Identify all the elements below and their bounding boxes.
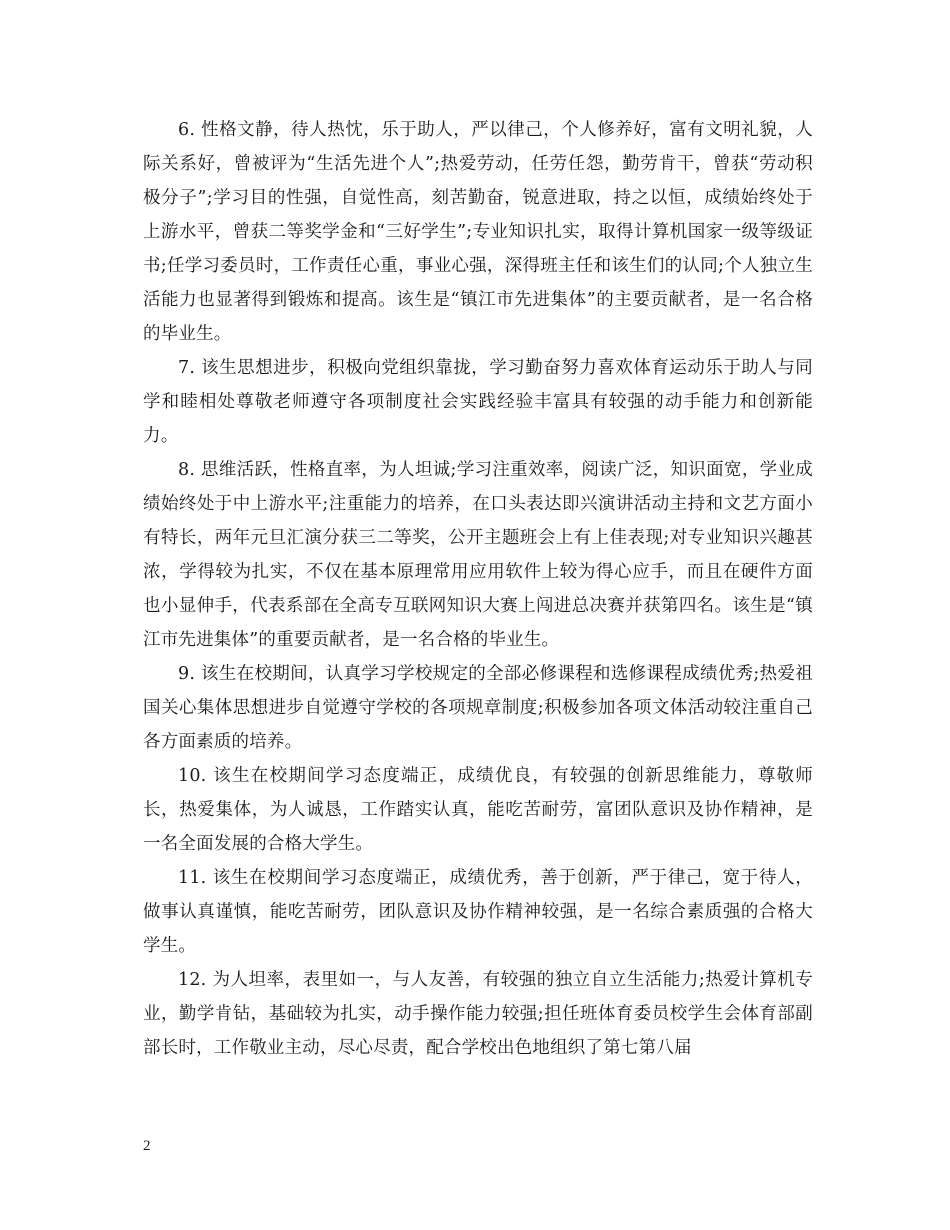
paragraph-8: 8. 思维活跃，性格直率，为人坦诚;学习注重效率，阅读广泛，知识面宽，学业成绩始终处于中上游水平;注重能力的培养，在口头表达即兴演讲活动主持和文艺方面小有特长，两年元旦汇演分获三二等奖，公开主题班会上有上佳表现;对专业知识兴趣甚浓，学得较为扎实，不仅在基本原理常用应用软件上较为得心应手，而且在硬件方面也小显伸手，代表系部在全高专互联网知识大赛上闯进总决赛并获第四名。该生是“镇江市先进集体”的重要贡献者，是一名合格的毕业生。 — [143, 460, 813, 650]
paragraph-6: 6. 性格文静，待人热忱，乐于助人，严以律己，个人修养好，富有文明礼貌，人际关系好，曾被评为“生活先进个人”;热爱劳动，任劳任怨，勤劳肯干，曾获“劳动积极分子”;学习目的性强，自觉性高，刻苦勤奋，锐意进取，持之以恒，成绩始终处于上游水平，曾获二等奖学金和“三好学生”;专业知识扎实，取得计算机国家一级等级证书;任学习委员时，工作责任心重，事业心强，深得班主任和该生们的认同;个人独立生活能力也显著得到锻炼和提高。该生是“镇江市先进集体”的主要贡献者，是一名合格的毕业生。 — [143, 120, 813, 344]
paragraph-10: 10. 该生在校期间学习态度端正，成绩优良，有较强的创新思维能力，尊敬师长，热爱集体，为人诚恳，工作踏实认真，能吃苦耐劳，富团队意识及协作精神，是一名全面发展的合格大学生。 — [143, 766, 813, 854]
paragraph-12: 12. 为人坦率，表里如一，与人友善，有较强的独立自立生活能力;热爱计算机专业，勤学肯钻，基础较为扎实，动手操作能力较强;担任班体育委员校学生会体育部副部长时，工作敬业主动，尽心尽责，配合学校出色地组织了第七第八届 — [143, 970, 813, 1058]
paragraph-11: 11. 该生在校期间学习态度端正，成绩优秀，善于创新，严于律己，宽于待人，做事认真谨慎，能吃苦耐劳，团队意识及协作精神较强，是一名综合素质强的合格大学生。 — [143, 868, 813, 956]
document-body — [143, 113, 813, 1065]
page-number: 2 — [143, 1138, 151, 1154]
paragraph-9: 9. 该生在校期间，认真学习学校规定的全部必修课程和选修课程成绩优秀;热爱祖国关心集体思想进步自觉遵守学校的各项规章制度;积极参加各项文体活动较注重自己各方面素质的培养。 — [143, 664, 813, 752]
paragraph-7: 7. 该生思想进步，积极向党组织靠拢，学习勤奋努力喜欢体育运动乐于助人与同学和睦相处尊敬老师遵守各项制度社会实践经验丰富具有较强的动手能力和创新能力。 — [143, 358, 813, 446]
